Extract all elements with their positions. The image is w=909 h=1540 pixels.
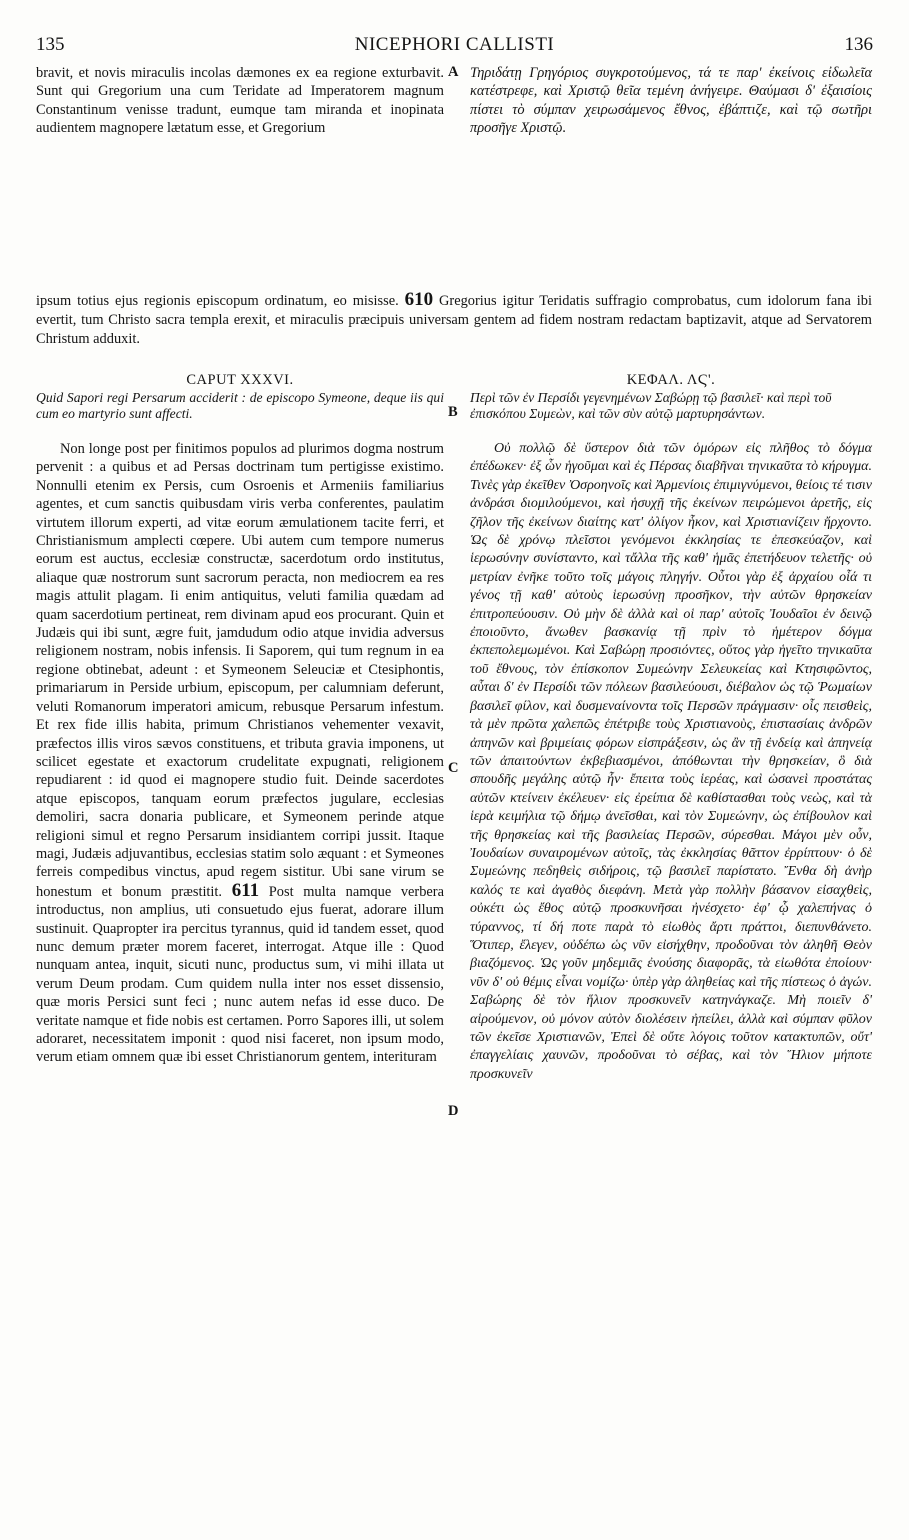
right-page-number: 136	[844, 34, 873, 55]
top-greek-column	[470, 64, 872, 137]
greek-chapter-heading: ΚΕΦΑΛ. ΛϚ'.	[626, 372, 716, 388]
greek-chapter-subtitle: Περὶ τῶν ἐν Περσίδι γεγενημένων Σαβώρῃ τῷ βασιλεῖ· καὶ περὶ τοῦ ἐπισκόπου Συμεὼν, καὶ τῶν σὺν αὐτῷ μαρτυρησάντων.	[470, 390, 832, 421]
margin-letter-b: B	[448, 404, 458, 420]
top-latin-column	[36, 64, 444, 137]
running-title: NICEPHORI CALLISTI	[354, 34, 555, 55]
running-header	[36, 34, 873, 58]
margin-letter-c: C	[448, 760, 459, 776]
latin-chapter-heading: CAPUT XXXVI.	[186, 372, 294, 388]
margin-letter-a: A	[448, 64, 459, 80]
section-number-610: 610	[404, 289, 434, 310]
latin-body-part-1: Non longe post per finitimos populos ad plurimos dogma nostrum pervenit : a quibus et ad Persas doctrinam tum pertigisse existimo. Nonnulli etenim ex Persis, cum Osroenis et Armeniis familiarius agentes, et cum sanctis quibusdam viris verba conferentes, paulatim virtutem illorum experti, ad vitæ eorum æmulationem tacite ferri, et Christianismum amplecti cœpere. Ubi autem cum tempore numerus eorum est auctus, ecclesiæ constructæ, sacerdotum ordo institutus, aliaque quæ nostrorum sunt sacrorum peracta, non mediocrem ea res magis attulit plagam. Ii enim antiquitus, veluti familia quædam ad quam sacerdotium pertineat, rem divinam apud eos procurant. Quin et Judæis qui ibi sunt, ægre fuit, jamdudum odio atque invidia adversus religionem nostram, nobis infensis. Ii Saporem, qui tum regnum in ea regione obtinebat, adeunt : et Symeonem Seleuciæ et Ctesiphontis, primariarum in Perside urbium, episcopum, per calumniam deferunt, veluti Romanorum imperatori amicum, rebusque Persarum infestum. Et rex fide illis habita, primum Christianos vehementer vexavit, præfectos illis viros sævos constituens, et tributa gravia imponens, ut scilicet egestate et exactorum crudelitate expugnati, religionem repudiarent : id quod ei magnopere studio fuit. Deinde sacerdotes atque episcopos, tanquam eorum præfectos jugulare, ecclesias demoliri, sacra donaria publicare, et Symeonem perinde atque religioni simul et regno Persarum insidiantem corripi jussit. Itaque magi, Judæis adjuvantibus, ecclesias statim solo æquant : et Symeones ferreis compedibus vinctus, apud regem sistitur. Ubi sane virum se honestum et bonum præstitit.	[36, 441, 444, 900]
greek-body-text: Οὐ πολλῷ δὲ ὕστερον διὰ τῶν ὁμόρων εἰς πλῆθος τὸ δόγμα ἐπέδωκεν· ἐξ ὧν ἡγοῦμαι καὶ ἐς Πέρσας διαβῆναι τηνικαῦτα τὸ κήρυγμα. Τινὲς γὰρ ἐκεῖθεν Ὀσροηνοῖς καὶ Ἀρμενίοις ἐπιμιγνύμενοι, θείοις τέ τισιν ἀνδράσι διομιλούμενοι, καὶ ἡσυχῇ τῆς ἐκείνων πειρώμενοι ἀρετῆς, εἰς ζῆλον τῆς ἐκείνων διαίτης κατ' ὀλίγον ἧκον, καὶ Χριστιανίζειν ἤρχοντο. Ὡς δὲ χρόνῳ πλεῖστοι γενόμενοι ἐκκλησίας τε ἐπεσκεύαζον, καὶ ἱερωσύνην συνίσταντο, καὶ τἄλλα τῆς καθ' ἡμᾶς ἐπετήδευον τελετῆς· οὐ μετρίαν ἐνῆκε τοῦτο τοῖς μάγοις πληγήν. Οὗτοι γὰρ ἐξ ἀρχαίου οἷά τι γένος τῇ καθ' αὐτοὺς ἱερωσύνῃ προσῆκον, τὴν αὐτῶν θρησκείαν ἐπιτροπεύουσιν. Οὐ μὴν δὲ ἀλλὰ καὶ οἱ παρ' αὐτοῖς Ἰουδαῖοι ἐν δεινῷ ἐποιοῦντο, ἄνωθεν βασκανίᾳ τῇ πρὶν τὸ ἡμέτερον δόγμα ἐκπεπολεμωμένοι. Καὶ Σαβώρῃ προσιόντες, οὕτος γὰρ ἡγεῖτο τηνικαῦτα τοῦ ἔθνους, τὸν ἐπίσκοπον Συμεώνην Σελευκείας καὶ Κτησιφῶντος, αὗται δ' ἐν Περσίδι τῶν πόλεων βασιλεύουσι, διέβαλον ὡς τῷ Ῥωμαίων βασιλεῖ φίλον, καὶ δυσμεναίνοντα τοῖς Περσῶν πράγμασιν· οἷς πεισθεὶς, τὰ μὲν πρῶτα χαλεπῶς ἐπέτριβε τοὺς Χριστιανοὺς, ἐπιστασίαις ἀνδρῶν ἀπηνῶν καὶ βριμείαις φόρων εἰσπράξεσιν, ὡς ἂν τῇ ἐνδείᾳ καὶ ἀπηνείᾳ τῶν ἀπαιτούντων ἐκβεβιασμένοι, ἀπόθωνται τὴν θρησκείαν, ὃ διὰ σπουδῆς μεγάλης αὐτῷ ἦν· ἔπειτα τοὺς ἱερέας, καὶ ὡσανεὶ προστάτας αὐτῶν κτείνειν ἐκέλευεν· εἰς ἐρείπια δὲ καθίστασθαι τοὺς νεὼς, καὶ τὰ ἱερὰ κειμήλια τῷ δήμῳ ἀνεῖσθαι, καὶ τὸν Συμεώνην, ὡς ἐπίβουλον καὶ τῆς θρησκείας καὶ τῆς βασιλείας Περσῶν, σύρεσθαι. Μάγοι μὲν οὖν, Ἰουδαίων συναιρομένων αὐτοῖς, τὰς ἐκκλησίας θᾶττον ἐρρίπτουν· ὁ δὲ Συμεώνης πεδηθεὶς σιδήροις, τῷ βασιλεῖ παρίστατο. Ἔνθα δὴ ἀνὴρ καλός τε καὶ ἀγαθὸς διεφάνη. Μετὰ γὰρ πολλὴν βάσανον εἰσαχθεὶς, οὐκέτι ὡς ἔθος αὐτῷ προσκυνῆσαι ἠνέσχετο· ἐφ' ᾧ χαλεπήνας ὁ τύραννος, τί δή ποτε παρὰ τὸ εἰωθὸς ἄρτι πράττοι, διεπυνθάνετο. Ὅτιπερ, ἔλεγεν, οὐδέπω ὡς νῦν εἰσήχθην, προδοῦναι τὸν ἀληθῆ Θεὸν βιαζόμενος. Ὡς γοῦν μηδεμιᾶς ἐνούσης διαφορᾶς, τὰ εἰωθότα ἐποίουν· νῦν δ' οὐ θέμις εἶναι νομίζω· ὑπὲρ γὰρ ἀληθείας καὶ τῆς πίστεως ὁ ἀγών. Σαβώρης δὲ τὸν ἥλιον προσκυνεῖν κατηνάγκαζε. Μὴ ποιεῖν δ' αἱρούμενον, οὐ μόνον αὐτὸν διολέσειν ἠπείλει, ἀλλὰ καὶ σύμπαν φῦλον τῶν ἐκεῖσε Χριστιανῶν, Ἐπεὶ δὲ οὔτε λόγοις τοῦτον κατακτυπῶν, οὔτ' ἐπαγγελίαις χαυνῶν, προδοῦναι τὸ σέβας, καὶ τὸν Ἥλιον μήποτε προσκυνεῖν	[470, 441, 872, 1082]
full-width-text: ipsum totius ejus regionis episcopum ordinatum, eo misisse.	[36, 293, 399, 309]
latin-body-part-2: Post multa namque verbera introductus, non amplius, uti consuetudo ejus fuerat, adorare illum sustinuit. Quapropter ira percitus tyrannus, quid id tandem esset, quod nunc demum præter morem faceret, interrogat. Atque ille : Quod nunquam antea, inquit, sicuti nunc, productus sum, vi mihi illata ut verum Deum prodam. Cum quidem nulla inter nos esset dissensio, quæ moris Persici sunt feci ; nunc autem nefas id esse duco. De veritate namque et fide nobis est certamen. Porro Sapores illi, ut solem adoraret, necessitatem imponit : quod nisi faceret, non ipsum modo, verum etiam omnem quæ ibi esset Christianorum gentem, interituram	[36, 883, 444, 1066]
top-greek-text: Τηριδάτῃ Γρηγόριος συγκροτούμενος, τά τε παρ' ἐκείνοις εἰδωλεῖα κατέστρεφε, καὶ Χριστῷ θεῖα τεμένη ἀνήγειρε. Θαύμασι δ' ἐξαισίοις πίστει τὸ σύμπαν χειρωσάμενος ἔθνος, ἐβάπτιζε, καὶ τῷ σωτῆρι προσῆγε Χριστῷ.	[470, 65, 872, 136]
top-latin-text: bravit, et novis miraculis incolas dæmones ex ea regione exturbavit. Sunt qui Gregorium una cum Teridate ad Imperatorem magnum Constantinum venisse tradunt, eumque tam miranda et inopinata audientem magnopere lætatum esse, et Gregorium	[36, 65, 444, 136]
margin-letter-d: D	[448, 1103, 459, 1119]
full-width-paragraph	[36, 291, 872, 348]
full-width-text-rest: Gregorius igitur Teridatis suffragio comprobatus, cum idolorum fana ibi evertit, tum Christo sacra templa erexit, et miraculis præcipuis universam gentem ad fidem nostram redactam baptizavit, atque ad Servatorem Christum adduxit.	[36, 293, 872, 347]
greek-chapter-body	[470, 440, 872, 1084]
left-page-number: 135	[36, 34, 65, 55]
latin-chapter-subtitle: Quid Sapori regi Persarum acciderit : de episcopo Symeone, deque iis qui cum eo martyrio sunt affecti.	[36, 390, 444, 421]
latin-chapter-body	[36, 440, 444, 1067]
section-number-611: 611	[231, 879, 260, 901]
